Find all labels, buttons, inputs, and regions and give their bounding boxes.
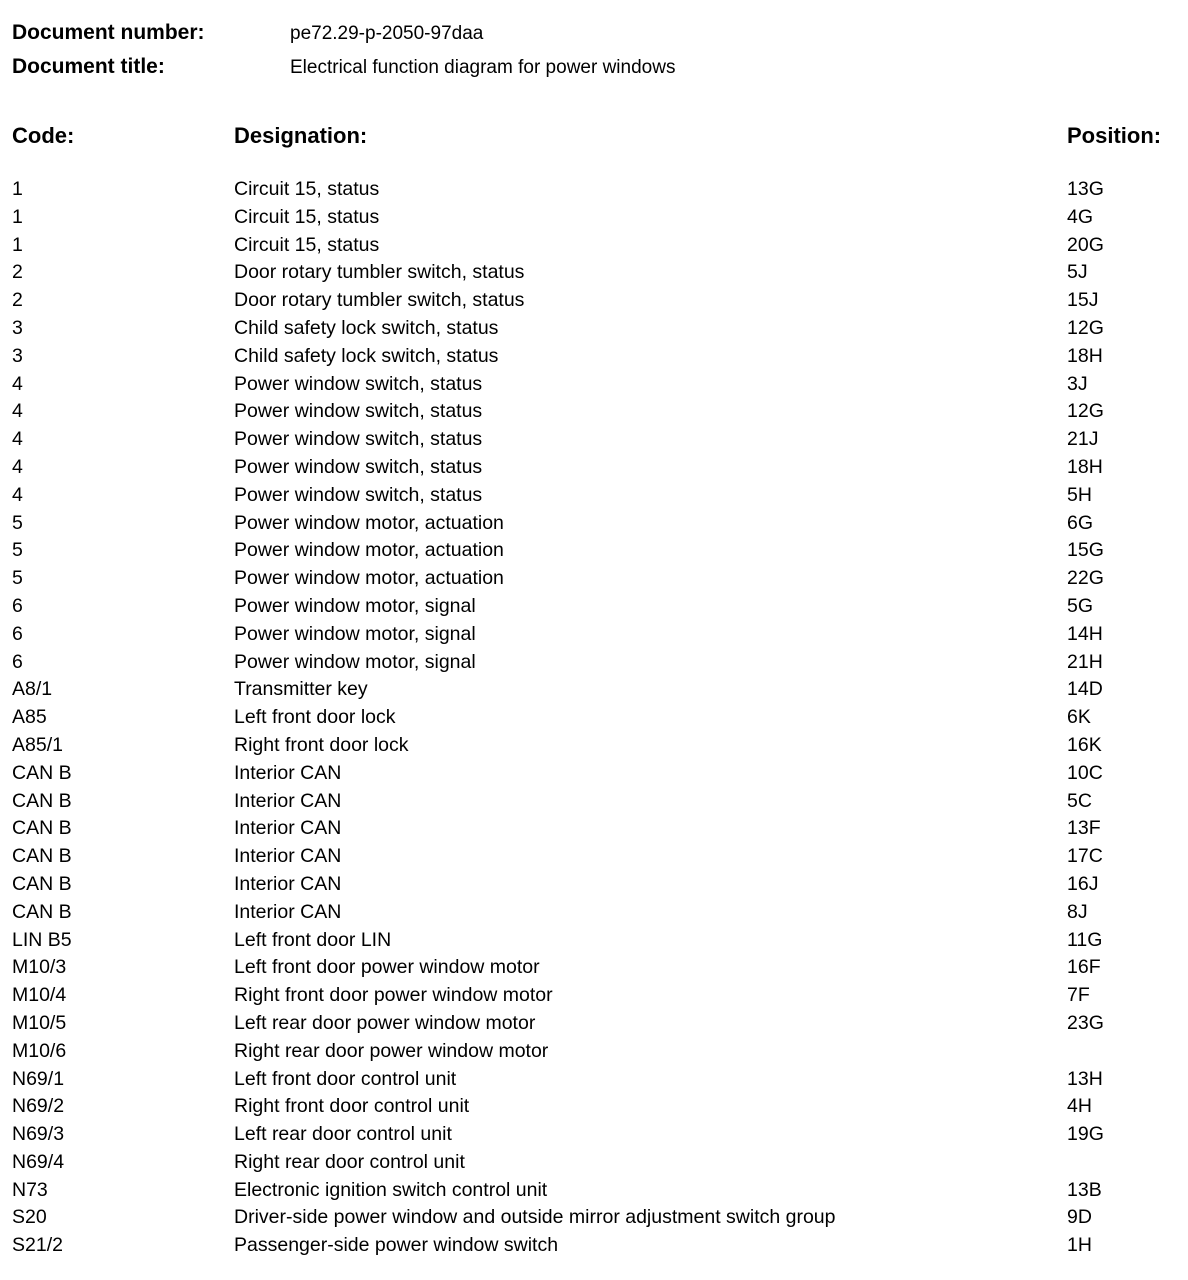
row-position: 12G	[1067, 316, 1104, 339]
row-code: M10/3	[12, 956, 67, 979]
table-row	[0, 176, 1188, 204]
table-row	[0, 704, 1188, 732]
row-code: 2	[12, 261, 23, 284]
table-row	[0, 482, 1188, 510]
row-designation: Left rear door power window motor	[234, 1011, 536, 1034]
row-position: 21J	[1067, 428, 1099, 451]
row-designation: Child safety lock switch, status	[234, 344, 499, 367]
table-row	[0, 259, 1188, 287]
row-code: CAN B	[12, 817, 72, 840]
row-position: 6G	[1067, 511, 1094, 534]
table-row	[0, 454, 1188, 482]
table-row	[0, 1149, 1188, 1177]
row-code: A8/1	[12, 678, 53, 701]
row-designation: Right rear door control unit	[234, 1150, 465, 1173]
row-designation: Interior CAN	[234, 872, 342, 895]
table-row	[0, 760, 1188, 788]
row-code: 6	[12, 650, 23, 673]
row-designation: Right front door control unit	[234, 1095, 470, 1118]
row-designation: Circuit 15, status	[234, 233, 380, 256]
row-position: 5J	[1067, 261, 1088, 284]
table-row	[0, 815, 1188, 843]
table-row	[0, 982, 1188, 1010]
row-position: 20G	[1067, 233, 1104, 256]
row-designation: Power window motor, signal	[234, 650, 476, 673]
row-designation: Power window motor, signal	[234, 594, 476, 617]
row-position: 18H	[1067, 344, 1103, 367]
row-position: 7F	[1067, 984, 1090, 1007]
table-row	[0, 732, 1188, 760]
row-position: 13F	[1067, 817, 1101, 840]
row-code: M10/5	[12, 1011, 67, 1034]
row-code: 6	[12, 594, 23, 617]
table-row	[0, 287, 1188, 315]
row-position: 15J	[1067, 289, 1099, 312]
row-code: CAN B	[12, 872, 72, 895]
row-designation: Left front door control unit	[234, 1067, 457, 1090]
row-position: 11G	[1067, 928, 1103, 951]
row-code: 5	[12, 539, 23, 562]
row-designation: Right front door lock	[234, 733, 409, 756]
row-position: 16F	[1067, 956, 1101, 979]
row-code: N69/4	[12, 1150, 65, 1173]
row-designation: Driver-side power window and outside mirror adjustment switch group	[234, 1206, 836, 1229]
row-position: 5G	[1067, 594, 1094, 617]
table-row	[0, 510, 1188, 538]
row-code: 4	[12, 372, 23, 395]
row-designation: Interior CAN	[234, 817, 342, 840]
row-designation: Power window switch, status	[234, 483, 483, 506]
table-row	[0, 843, 1188, 871]
table-body	[0, 176, 1188, 1260]
row-position: 13B	[1067, 1178, 1102, 1201]
row-code: LIN B5	[12, 928, 72, 951]
row-designation: Circuit 15, status	[234, 205, 380, 228]
row-position: 15G	[1067, 539, 1104, 562]
row-code: A85/1	[12, 733, 63, 756]
row-position: 8J	[1067, 900, 1088, 923]
row-position: 4G	[1067, 205, 1094, 228]
row-designation: Interior CAN	[234, 845, 342, 868]
row-designation: Door rotary tumbler switch, status	[234, 289, 525, 312]
row-code: CAN B	[12, 789, 72, 812]
table-row	[0, 315, 1188, 343]
document-title-label: Document title:	[12, 55, 165, 78]
table-row	[0, 398, 1188, 426]
table-row	[0, 565, 1188, 593]
row-position: 6K	[1067, 706, 1091, 729]
table-row	[0, 899, 1188, 927]
row-position: 13G	[1067, 178, 1104, 200]
row-position: 22G	[1067, 567, 1104, 590]
row-code: 1	[12, 205, 23, 228]
table-header	[0, 123, 1188, 153]
row-position: 13H	[1067, 1067, 1103, 1090]
row-code: 1	[12, 233, 23, 256]
row-designation: Power window switch, status	[234, 455, 483, 478]
table-row	[0, 343, 1188, 371]
table-row	[0, 426, 1188, 454]
table-row	[0, 537, 1188, 565]
table-row	[0, 1038, 1188, 1066]
row-position: 17C	[1067, 845, 1103, 868]
row-code: CAN B	[12, 845, 72, 868]
row-code: M10/4	[12, 984, 67, 1007]
row-designation: Left front door power window motor	[234, 956, 540, 979]
row-code: N69/3	[12, 1123, 65, 1146]
table-row	[0, 1177, 1188, 1205]
row-code: 5	[12, 567, 23, 590]
row-designation: Interior CAN	[234, 789, 342, 812]
row-position: 19G	[1067, 1123, 1104, 1146]
table-row	[0, 1204, 1188, 1232]
row-designation: Right rear door power window motor	[234, 1039, 549, 1062]
row-designation: Power window motor, actuation	[234, 511, 504, 534]
row-code: N69/2	[12, 1095, 65, 1118]
table-row	[0, 1066, 1188, 1094]
row-code: 1	[12, 178, 23, 200]
row-code: S20	[12, 1206, 47, 1229]
code-column-header: Code:	[12, 123, 75, 148]
table-row	[0, 649, 1188, 677]
table-row	[0, 232, 1188, 260]
row-designation: Power window motor, actuation	[234, 567, 504, 590]
row-designation: Left front door lock	[234, 706, 396, 729]
table-row	[0, 1232, 1188, 1260]
table-row	[0, 204, 1188, 232]
row-code: 4	[12, 483, 23, 506]
position-column-header: Position:	[1067, 123, 1162, 148]
table-row	[0, 371, 1188, 399]
row-code: M10/6	[12, 1039, 67, 1062]
row-designation: Electronic ignition switch control unit	[234, 1178, 548, 1201]
row-position: 21H	[1067, 650, 1103, 673]
row-code: CAN B	[12, 900, 72, 923]
table-row	[0, 676, 1188, 704]
row-designation: Left front door LIN	[234, 928, 392, 951]
row-designation: Power window switch, status	[234, 372, 483, 395]
row-position: 14D	[1067, 678, 1103, 701]
row-designation: Power window motor, signal	[234, 622, 476, 645]
row-designation: Child safety lock switch, status	[234, 316, 499, 339]
row-designation: Power window motor, actuation	[234, 539, 504, 562]
row-designation: Transmitter key	[234, 678, 368, 701]
row-code: 3	[12, 344, 23, 367]
row-position: 14H	[1067, 622, 1103, 645]
row-code: 5	[12, 511, 23, 534]
row-position: 12G	[1067, 400, 1104, 423]
table-row	[0, 927, 1188, 955]
row-code: S21/2	[12, 1234, 63, 1257]
row-designation: Interior CAN	[234, 900, 342, 923]
row-position: 1H	[1067, 1234, 1092, 1257]
row-position: 4H	[1067, 1095, 1092, 1118]
row-code: N69/1	[12, 1067, 65, 1090]
table-row	[0, 871, 1188, 899]
row-code: 3	[12, 316, 23, 339]
row-code: A85	[12, 706, 47, 729]
table-row	[0, 621, 1188, 649]
table-row	[0, 1121, 1188, 1149]
row-designation: Right front door power window motor	[234, 984, 553, 1007]
row-position: 3J	[1067, 372, 1088, 395]
row-position: 16J	[1067, 872, 1099, 895]
document-number-label: Document number:	[12, 21, 205, 44]
row-designation: Power window switch, status	[234, 428, 483, 451]
table-row	[0, 954, 1188, 982]
row-designation: Passenger-side power window switch	[234, 1234, 559, 1257]
document-title-value: Electrical function diagram for power windows	[290, 57, 676, 78]
row-code: CAN B	[12, 761, 72, 784]
row-designation: Power window switch, status	[234, 400, 483, 423]
row-position: 18H	[1067, 455, 1103, 478]
table-row	[0, 593, 1188, 621]
row-designation: Left rear door control unit	[234, 1123, 452, 1146]
row-position: 10C	[1067, 761, 1103, 784]
row-position: 5C	[1067, 789, 1092, 812]
row-code: 6	[12, 622, 23, 645]
row-designation: Circuit 15, status	[234, 178, 380, 200]
designation-column-header: Designation:	[234, 123, 368, 148]
row-position: 9D	[1067, 1206, 1092, 1229]
table-row	[0, 788, 1188, 816]
table-row	[0, 1093, 1188, 1121]
row-position: 16K	[1067, 733, 1102, 756]
document-number-value: pe72.29-p-2050-97daa	[290, 23, 484, 44]
row-code: 2	[12, 289, 23, 312]
row-position: 5H	[1067, 483, 1092, 506]
row-code: 4	[12, 428, 23, 451]
table-row	[0, 1010, 1188, 1038]
row-code: 4	[12, 455, 23, 478]
row-designation: Interior CAN	[234, 761, 342, 784]
row-designation: Door rotary tumbler switch, status	[234, 261, 525, 284]
row-code: 4	[12, 400, 23, 423]
row-position: 23G	[1067, 1011, 1104, 1034]
row-code: N73	[12, 1178, 48, 1201]
